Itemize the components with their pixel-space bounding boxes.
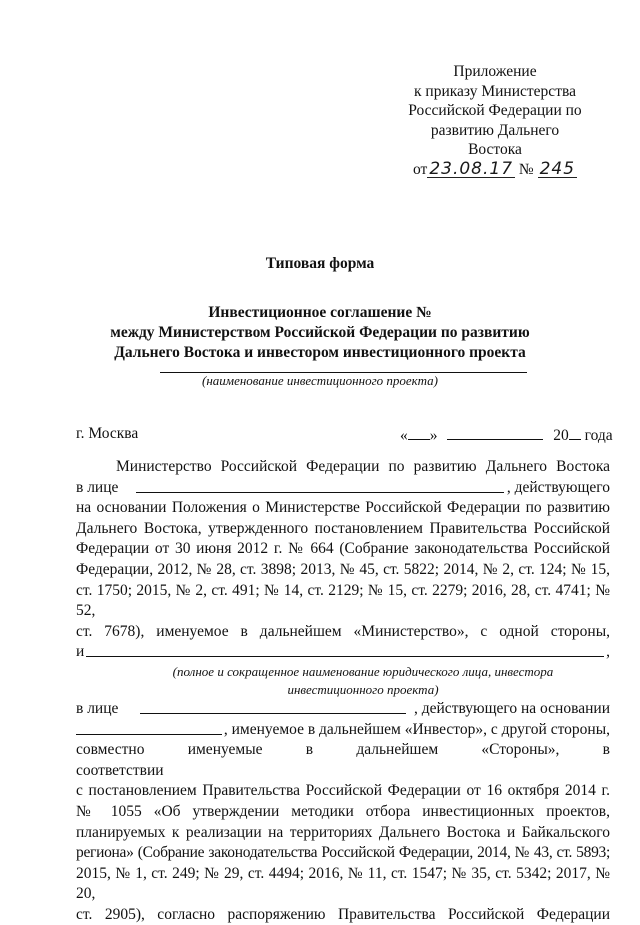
body-line — [76, 720, 610, 741]
year-prefix: 20 — [553, 427, 569, 444]
basis-blank — [76, 720, 222, 735]
form-title: Типовая форма — [265, 255, 375, 272]
text: , действующего — [506, 478, 610, 496]
text: в лице — [76, 699, 119, 717]
body-line: 2015, № 1, ст. 249; № 29, ст. 4494; 2016, № 11, ст. 1547; № 35, ст. 5342; 2017, № 20, — [76, 864, 610, 903]
agreement-title-line: Дальнего Востока и инвестором инвестиционного проекта — [114, 344, 526, 361]
appendix-header — [404, 62, 586, 179]
text: , именуемое в дальнейшем «Инвестор», с другой стороны, — [223, 720, 610, 738]
body-line: Федерации, 2012, № 28, ст. 3898; 2013, № 45, ст. 5822; 2014, № 2, ст. 124; № 15, — [76, 560, 610, 578]
body-line: ст. 2905), согласно распоряжению Правительства Российской Федерации — [76, 905, 610, 923]
text: и — [76, 643, 85, 661]
project-caption: (наименование инвестиционного проекта) — [202, 373, 438, 388]
handwritten-number: 245 — [539, 158, 576, 179]
text: в лице — [76, 478, 119, 496]
date-prefix: от — [412, 160, 428, 178]
body-line — [76, 478, 610, 499]
body-line: ст. 7678), именуемое в дальнейшем «Министерство», с одной стороны, — [76, 622, 610, 640]
body-line: планируемых к реализации на территориях Дальнего Востока и Байкальского — [76, 823, 610, 841]
text: , действующего на основании — [414, 699, 610, 717]
body-line: с постановлением Правительства Российской Федерации от 16 октября 2014 г. — [76, 782, 610, 800]
body-line: совместно именуемые в дальнейшем «Стороны», в соответствии — [76, 741, 610, 779]
year-blank — [569, 425, 581, 440]
appendix-line: к приказу Министерства — [414, 82, 576, 100]
day-blank — [408, 425, 430, 440]
body-line: ст. 1750; 2015, № 2, ст. 491; № 14, ст. 2129; № 15, ст. 2279; 2016, 28, ст. 4741; № 52, — [76, 581, 610, 620]
body-line — [76, 699, 610, 720]
body-line: Дальнего Востока, утвержденного постановлением Правительства Российской — [76, 519, 610, 537]
quote-open: « — [400, 427, 408, 444]
investor-representative-blank — [140, 699, 406, 714]
body-line: Министерство Российской Федерации по развитию Дальнего Востока — [116, 458, 610, 475]
number-prefix: № — [518, 160, 534, 178]
agreement-title-line: между Министерством Российской Федерации по развитию — [110, 324, 530, 341]
year-suffix: года — [584, 427, 613, 444]
appendix-line: Приложение — [453, 63, 537, 80]
body-line: № 1055 «Об утверждении методики отбора инвестиционных проектов, — [76, 802, 610, 820]
body-line: Федерации от 30 июня 2012 г. № 664 (Собрание законодательства Российской — [76, 540, 610, 558]
appendix-line: Российской Федерации по — [408, 102, 582, 119]
appendix-date-line — [404, 160, 586, 180]
representative-blank — [136, 478, 504, 493]
text: , — [606, 643, 610, 661]
body-line — [76, 642, 610, 663]
investor-name-blank — [86, 642, 604, 657]
body-line: на основании Положения о Министерстве Российской Федерации по развитию — [76, 499, 610, 517]
handwritten-date: 23.08.17 — [429, 158, 514, 179]
place: г. Москва — [76, 425, 139, 442]
appendix-line: развитию Дальнего Востока — [430, 121, 560, 158]
body-line: региона» (Собрание законодательства Российской Федерации, 2014, № 43, ст. 5893; — [76, 844, 610, 862]
date-template — [400, 425, 613, 445]
month-blank — [447, 425, 543, 440]
agreement-title-line: Инвестиционное соглашение № — [208, 304, 432, 321]
investor-caption: инвестиционного проекта) — [287, 681, 439, 697]
agreement-title — [60, 303, 580, 363]
agreement-body — [76, 457, 610, 925]
investor-caption: (полное и сокращенное наименование юридического лица, инвестора — [172, 663, 554, 679]
quote-close: » — [429, 427, 438, 444]
